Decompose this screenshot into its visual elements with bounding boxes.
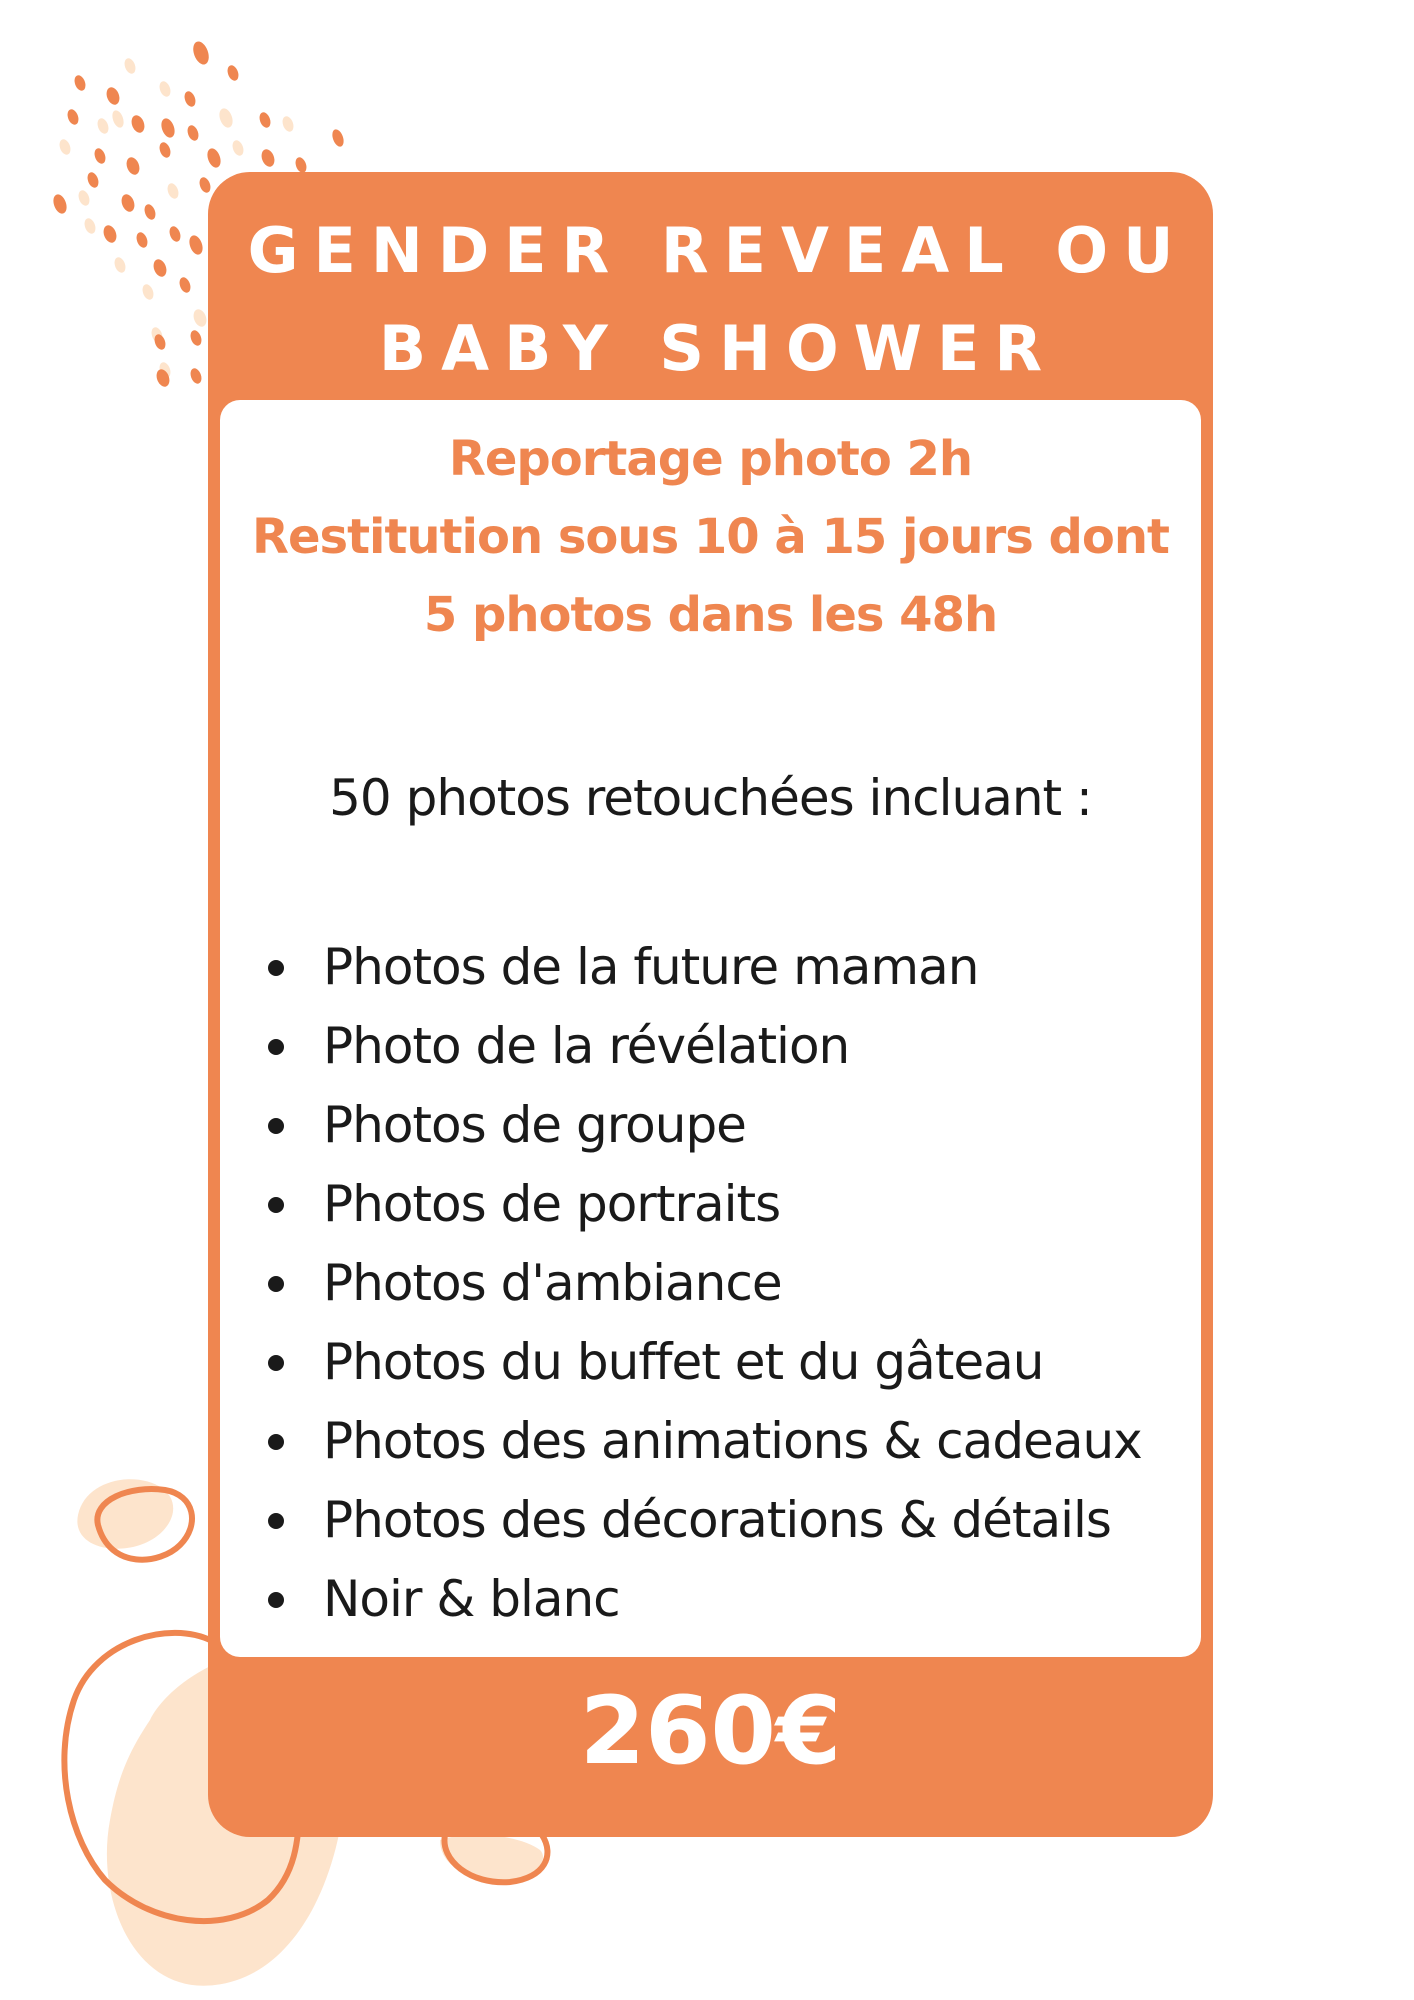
card-title-line: GENDER REVEAL OU	[247, 214, 1189, 287]
bullet-icon	[268, 1039, 284, 1055]
list-item-label: Photos d'ambiance	[323, 1254, 782, 1312]
list-item	[266, 1560, 1142, 1639]
bullet-icon	[268, 1434, 284, 1450]
list-item	[266, 1165, 1142, 1244]
list-item	[266, 928, 1142, 1007]
list-item-label: Photos des animations & cadeaux	[323, 1412, 1142, 1470]
pricing-card	[208, 172, 1213, 1837]
bullet-icon	[268, 960, 284, 976]
list-item	[266, 1244, 1142, 1323]
details-panel	[220, 400, 1201, 1657]
list-item	[266, 1402, 1142, 1481]
included-items-list	[266, 928, 1142, 1639]
list-item	[266, 1086, 1142, 1165]
bullet-icon	[268, 1118, 284, 1134]
list-item-label: Photos des décorations & détails	[323, 1491, 1111, 1549]
bullet-icon	[268, 1513, 284, 1529]
includes-heading: 50 photos retouchées incluant :	[329, 769, 1092, 827]
list-item	[266, 1323, 1142, 1402]
bullet-icon	[268, 1276, 284, 1292]
summary-line: Restitution sous 10 à 15 jours dont	[252, 509, 1169, 565]
list-item-label: Photo de la révélation	[323, 1017, 850, 1075]
price-label: 260€	[579, 1677, 842, 1786]
list-item-label: Noir & blanc	[323, 1570, 620, 1628]
card-title-line: BABY SHOWER	[378, 312, 1058, 385]
bullet-icon	[268, 1355, 284, 1371]
summary-line: Reportage photo 2h	[448, 431, 973, 487]
list-item-label: Photos de groupe	[323, 1096, 746, 1154]
list-item-label: Photos de la future maman	[323, 938, 979, 996]
list-item	[266, 1007, 1142, 1086]
list-item	[266, 1481, 1142, 1560]
service-summary	[220, 420, 1201, 654]
list-item-label: Photos de portraits	[323, 1175, 781, 1233]
card-title	[208, 202, 1213, 398]
summary-line: 5 photos dans les 48h	[423, 587, 998, 643]
bullet-icon	[268, 1197, 284, 1213]
bullet-icon	[268, 1592, 284, 1608]
list-item-label: Photos du buffet et du gâteau	[323, 1333, 1044, 1391]
